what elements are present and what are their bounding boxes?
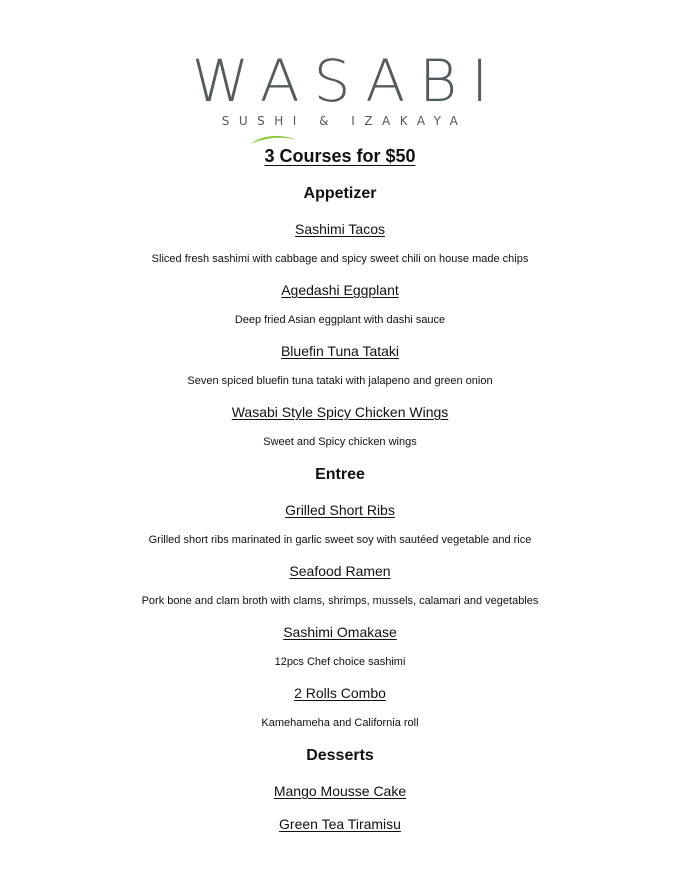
dish-description: Kamehameha and California roll	[261, 717, 419, 729]
dish-description: Grilled short ribs marinated in garlic sweet soy with sautéed vegetable and rice	[148, 534, 532, 546]
dish-description: Seven spiced bluefin tuna tataki with jalapeno and green onion	[187, 375, 493, 387]
dish-description: 12pcs Chef choice sashimi	[274, 656, 406, 668]
dish-name: Sashimi Tacos	[294, 221, 385, 237]
dish-name: Green Tea Tiramisu	[279, 816, 401, 832]
leaf-swoosh-icon	[248, 132, 300, 146]
dish-name: Sashimi Omakase	[283, 624, 397, 640]
dish-name: Grilled Short Ribs	[285, 502, 395, 518]
dish-name: Bluefin Tuna Tataki	[280, 343, 400, 359]
section-heading-appetizer: Appetizer	[303, 185, 377, 202]
dish-description: Sweet and Spicy chicken wings	[263, 436, 417, 448]
dish-description: Pork bone and clam broth with clams, shrimps, mussels, calamari and vegetables	[141, 595, 539, 607]
dish-name: Mango Mousse Cake	[273, 783, 407, 799]
section-heading-entree: Entree	[315, 466, 365, 483]
dish-description: Deep fried Asian eggplant with dashi sauce	[234, 314, 446, 326]
dish-name: Seafood Ramen	[289, 563, 391, 579]
dish-name: Agedashi Eggplant	[281, 282, 399, 298]
dish-name: Wasabi Style Spicy Chicken Wings	[231, 404, 449, 420]
logo-subtitle: SUSHI & IZAKAYA	[221, 114, 468, 128]
dish-description: Sliced fresh sashimi with cabbage and spicy sweet chili on house made chips	[151, 253, 529, 265]
logo-wordmark: WASABI	[191, 47, 503, 115]
dish-name: 2 Rolls Combo	[294, 685, 386, 701]
wasabi-logo	[0, 47, 680, 128]
menu-title: 3 Courses for $50	[264, 146, 416, 166]
section-heading-desserts: Desserts	[306, 747, 374, 764]
